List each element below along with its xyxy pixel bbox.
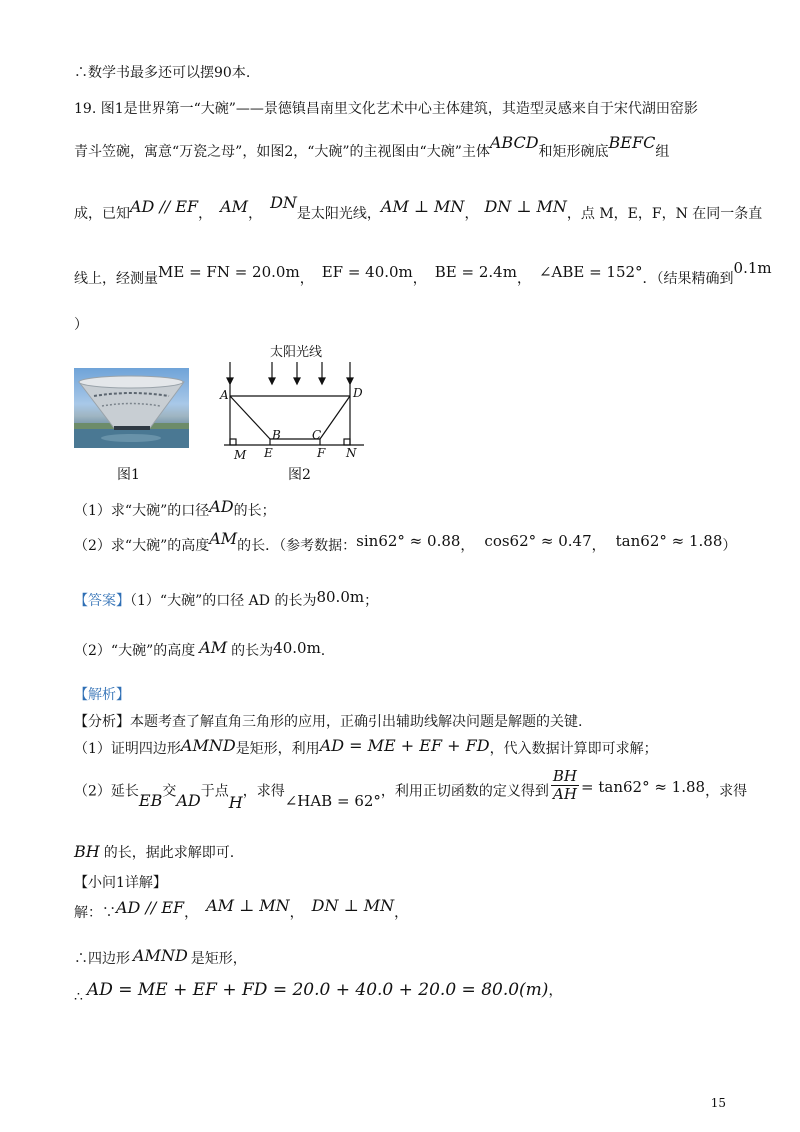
label-m: M <box>234 448 247 462</box>
answer-line-1 <box>74 590 378 610</box>
problem-line-1: 19. 图1是世界第一“大碗”——景德镇昌南里文化艺术中心主体建筑，其造型灵感来自于宋代湖田窑影 <box>74 101 698 117</box>
analysis-text: 的长，据此求解即可. <box>103 845 235 861</box>
answer-text: ； <box>364 593 379 609</box>
math-dn-perp-mn: DN ⊥ MN <box>484 197 567 216</box>
problem-text: 青斗笠碗，寓意“万瓷之母”，如图2，“大碗”的主视图由“大碗”主体 <box>74 144 490 160</box>
math-ad-parallel-ef: AD // EF <box>130 197 199 216</box>
problem-text: 是太阳光线， <box>296 206 381 222</box>
math-ad: AD <box>176 790 201 810</box>
analysis-text: （2）延长 <box>74 783 139 800</box>
sun-ray-arrows <box>227 362 353 384</box>
fraction-denominator: AH <box>553 785 577 803</box>
analysis-text: 交 <box>162 783 177 800</box>
problem-line-5: ） <box>74 317 88 333</box>
page-number: 15 <box>710 1096 726 1110</box>
answer-line-2 <box>74 640 325 660</box>
therefore-symbol: ∴ <box>74 989 83 1005</box>
figure-2-diagram <box>222 340 372 468</box>
math-am-perp-mn: AM ⊥ MN <box>380 197 465 216</box>
analysis-tag: 【解析】 <box>74 687 130 703</box>
math-dn: DN <box>270 193 297 212</box>
problem-text: ．（结果精确到 <box>642 271 734 287</box>
sun-rays-label: 太阳光线 <box>270 345 323 360</box>
math-angle-hab: ∠HAB = 62° <box>284 791 381 810</box>
math-amnd: AMND <box>133 946 188 965</box>
fraction-bh-ah <box>551 768 579 803</box>
label-b: B <box>272 428 281 442</box>
detail-text: ， <box>548 983 563 999</box>
answer-tag: 【答案】 <box>74 593 130 609</box>
problem-line-3: 成，已知AD // EF， AM，DN是太阳光线，AM ⊥ MN， DN ⊥ MN，点 M，E，F，N 在同一条直 <box>74 193 763 222</box>
math-am-perp-mn: AM ⊥ MN <box>206 896 290 915</box>
segment-dc <box>320 396 350 439</box>
label-n: N <box>346 446 357 460</box>
analysis-summary: 【分析】本题考查了解直角三角形的应用，正确引出辅助线解决问题是解题的关键. <box>74 714 583 730</box>
analysis-step-2 <box>74 767 748 812</box>
analysis-text: ，代入数据计算即可求解； <box>489 741 658 757</box>
detail-line-2 <box>74 948 247 968</box>
right-angle-n <box>344 439 350 445</box>
question-text: （2）求“大碗”的高度 <box>74 538 210 554</box>
math-80m: 80.0m <box>316 588 365 606</box>
intro-line: ∴数学书最多还可以摆90本. <box>74 65 251 81</box>
figure-1-caption: 图1 <box>117 467 140 483</box>
problem-text: 线上，经测量 <box>74 271 158 287</box>
analysis-text: ，求得 <box>705 783 748 800</box>
segment-ab <box>230 396 270 439</box>
detail-line-1: 解：∵AD // EF， AM ⊥ MN， DN ⊥ MN， <box>74 896 409 921</box>
label-f: F <box>317 446 326 460</box>
math-ad-sum: AD = ME + EF + FD <box>319 736 490 755</box>
detail-tag: 【小问1详解】 <box>74 875 167 891</box>
label-e: E <box>264 446 273 460</box>
math-eb: EB <box>138 790 163 810</box>
math-ad: AD <box>209 497 234 516</box>
question-text: ） <box>722 538 737 554</box>
analysis-text: （1）证明四边形 <box>74 741 181 757</box>
ref-cos62: cos62° ≈ 0.47 <box>484 532 592 550</box>
math-me-fn: ME = FN = 20.0m <box>158 263 300 281</box>
math-ad-parallel-ef: AD // EF <box>116 898 185 917</box>
math-be: BE = 2.4m <box>434 263 517 281</box>
math-am: AM <box>209 529 238 548</box>
detail-text: 是矩形， <box>190 951 247 967</box>
question-text: 的长．（参考数据： <box>237 538 357 554</box>
analysis-step-3 <box>74 842 234 862</box>
math-abcd: ABCD <box>489 133 539 152</box>
fraction-numerator: BH <box>552 767 578 785</box>
detail-line-3 <box>74 980 563 1005</box>
figure-2-caption: 图2 <box>288 467 311 483</box>
analysis-text: ，求得 <box>242 783 285 800</box>
label-a: A <box>220 388 229 402</box>
math-befc: BEFC <box>608 133 656 152</box>
question-2: （2）求“大碗”的高度AM的长．（参考数据：sin62° ≈ 0.88， cos62° ≈ 0.47， tan62° ≈ 1.88） <box>74 529 737 554</box>
question-text: （1）求“大碗”的口径 <box>74 503 210 519</box>
analysis-text: ，利用正切函数的定义得到 <box>380 783 549 800</box>
detail-text: ∴四边形 <box>74 951 130 967</box>
math-h: H <box>228 792 243 812</box>
math-40m: 40.0m <box>273 639 321 657</box>
analysis-text: 于点 <box>200 783 229 800</box>
answer-text: （1）“大碗”的口径 AD 的长为 <box>130 593 317 609</box>
analysis-text: 是矩形，利用 <box>235 741 320 757</box>
problem-line-4: 线上，经测量ME = FN = 20.0m， EF = 40.0m， BE = 2.4m， ∠ABE = 152°．（结果精确到0.1m <box>74 259 772 287</box>
problem-text: 成，已知 <box>74 206 130 222</box>
math-dn-perp-mn: DN ⊥ MN <box>311 896 395 915</box>
label-c: C <box>312 428 322 442</box>
math-ef: EF = 40.0m <box>321 263 413 281</box>
big-bowl-photo <box>74 368 189 448</box>
math-am: AM <box>199 638 228 657</box>
math-tan62: = tan62° ≈ 1.88 <box>581 777 706 796</box>
detail-text: 解：∵ <box>74 905 116 921</box>
math-angle-abe: ∠ABE = 152° <box>538 263 643 281</box>
math-am: AM <box>220 197 249 216</box>
question-text: 的长； <box>233 503 276 519</box>
answer-text: （2）“大碗”的高度 <box>74 643 196 659</box>
answer-text: 的长为 <box>231 643 274 659</box>
problem-text: 和矩形碗底 <box>538 144 609 160</box>
problem-line-2 <box>74 133 670 161</box>
math-amnd: AMND <box>180 736 236 755</box>
ref-sin62: sin62° ≈ 0.88 <box>356 532 461 550</box>
problem-text: ，点 M，E，F，N 在同一条直 <box>566 206 763 222</box>
right-angle-m <box>230 439 236 445</box>
label-d: D <box>353 386 363 400</box>
math-bh: BH <box>74 842 100 861</box>
problem-text: 组 <box>655 144 670 160</box>
ref-tan62: tan62° ≈ 1.88 <box>615 532 723 550</box>
math-precision: 0.1m <box>733 259 772 277</box>
analysis-step-1 <box>74 738 658 758</box>
math-ad-calculation: AD = ME + EF + FD = 20.0 + 40.0 + 20.0 = 80.0(m) <box>86 980 549 1000</box>
question-1 <box>74 497 276 520</box>
answer-text: . <box>320 643 326 659</box>
